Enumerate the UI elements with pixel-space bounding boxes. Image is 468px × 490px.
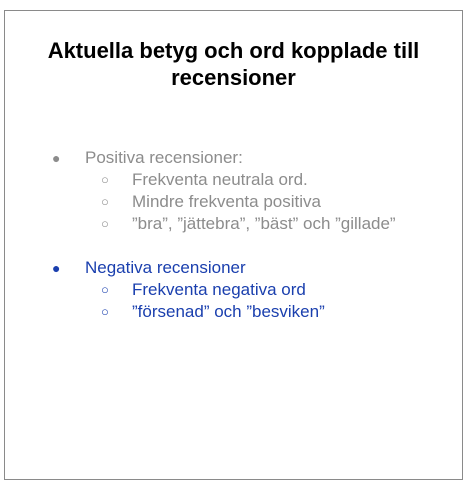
slide-title: Aktuella betyg och ord kopplade till recensioner (47, 38, 420, 90)
bullet-circle-icon: ○ (101, 216, 109, 231)
bullet-circle-icon: ○ (101, 194, 109, 209)
bullet-list (5, 147, 462, 323)
bullet-circle-icon: ○ (101, 282, 109, 297)
sub-item-text: ”försenad” och ”besviken” (132, 302, 325, 321)
bullet-circle-icon: ○ (101, 304, 109, 319)
bullet-dot-icon: ● (52, 260, 61, 276)
list-item-negative-reviews (5, 257, 462, 279)
sub-item-text: Frekventa neutrala ord. (132, 170, 308, 189)
section-heading: Positiva recensioner: (85, 148, 243, 167)
slide-frame (4, 10, 463, 480)
bullet-circle-icon: ○ (101, 172, 109, 187)
bullet-dot-icon: ● (52, 150, 61, 166)
list-item-positive-reviews (5, 147, 462, 169)
sub-list-item (5, 213, 462, 235)
sub-list-item (5, 169, 462, 191)
sub-list-item (5, 301, 462, 323)
sub-list-item (5, 191, 462, 213)
sub-item-text: Mindre frekventa positiva (132, 192, 321, 211)
sub-list-item (5, 279, 462, 301)
sub-item-text: ”bra”, ”jättebra”, ”bäst” och ”gillade” (132, 214, 396, 233)
list-spacer (5, 235, 462, 257)
sub-item-text: Frekventa negativa ord (132, 280, 306, 299)
section-heading: Negativa recensioner (85, 258, 246, 277)
